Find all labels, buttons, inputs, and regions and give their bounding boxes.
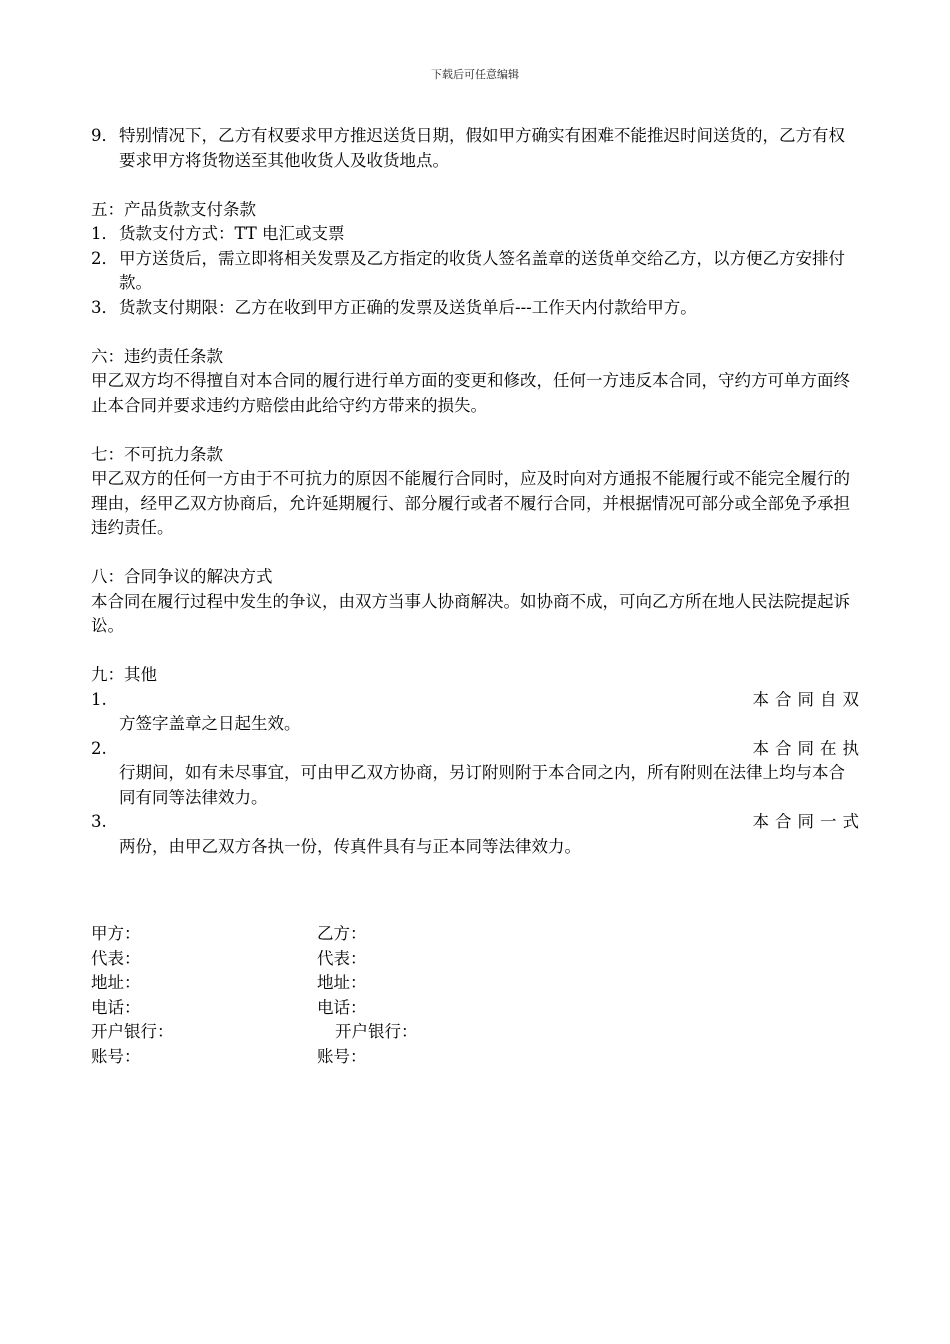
section-title-force-majeure: 七：不可抗力条款	[91, 444, 223, 464]
other-item-1	[91, 688, 865, 737]
item-text-head: 本合同在执	[752, 738, 865, 758]
clause-text: 特别情况下，乙方有权要求甲方推迟送货日期，假如甲方确实有困难不能推迟时间送货的，乙方有权要求甲方将货物送至其他收货人及收货地点。	[119, 126, 845, 170]
item-text-rest: 方签字盖章之日起生效。	[119, 714, 301, 733]
payment-item-1	[91, 222, 859, 247]
item-number: 1．	[91, 224, 118, 243]
party-a-representative: 代表：	[91, 948, 141, 968]
section-text-liability: 甲乙双方均不得擅自对本合同的履行进行单方面的变更和修改，任何一方违反本合同，守约方可单方面终止本合同并要求违约方赔偿由此给守约方带来的损失。	[91, 371, 850, 415]
clause-number: 9．	[91, 126, 118, 145]
party-a-label: 甲方：	[91, 924, 141, 943]
item-number: 2．	[91, 248, 118, 268]
item-number: 1.	[91, 689, 107, 709]
other-item-2	[91, 737, 865, 811]
item-number: 2.	[91, 738, 107, 758]
item-text-rest: 行期间，如有未尽事宜，可由甲乙双方协商，另订附则附于本合同之内，所有附则在法律上均与本合同有同等法律效力。	[119, 763, 845, 807]
page-header: 下载后可任意编辑	[431, 68, 519, 81]
other-item-3	[91, 810, 865, 859]
item-number: 3.	[91, 812, 107, 831]
item-number: 3．	[91, 297, 118, 317]
section-title-liability: 六：违约责任条款	[91, 346, 223, 366]
party-b-account: 账号：	[317, 1046, 367, 1066]
section-title-dispute: 八：合同争议的解决方式	[91, 567, 273, 586]
signature-block	[91, 922, 591, 1069]
section-text-dispute: 本合同在履行过程中发生的争议，由双方当事人协商解决。如协商不成，可向乙方所在地人民法院提起诉讼。	[91, 591, 850, 635]
item-text: 货款支付方式：TT 电汇或支票	[119, 224, 345, 243]
item-text: 货款支付期限：乙方在收到甲方正确的发票及送货单后---工作天内付款给甲方。	[119, 297, 697, 317]
contract-body	[91, 124, 865, 859]
section-text-force-majeure: 甲乙双方的任何一方由于不可抗力的原因不能履行合同时，应及时向对方通报不能履行或不能完全履行的理由，经甲乙双方协商后，允许延期履行、部分履行或者不履行合同，并根据情况可部分或全部免予承担违约责任。	[91, 469, 850, 537]
clause-item-9	[91, 124, 859, 173]
party-a-account: 账号：	[91, 1046, 141, 1066]
item-text-head: 本合同一式	[752, 812, 865, 831]
party-b-bank: 开户银行：	[335, 1022, 418, 1041]
party-b-address: 地址：	[317, 973, 367, 992]
party-a-bank: 开户银行：	[91, 1022, 174, 1041]
payment-item-3	[91, 296, 859, 321]
party-a-phone: 电话：	[91, 997, 141, 1017]
item-text-head: 本合同自双	[752, 689, 865, 709]
party-a-address: 地址：	[91, 973, 141, 992]
payment-item-2	[91, 247, 859, 296]
party-b-phone: 电话：	[317, 997, 367, 1017]
section-title-other: 九：其他	[91, 665, 157, 684]
item-text: 甲方送货后，需立即将相关发票及乙方指定的收货人签名盖章的送货单交给乙方，以方便乙方安排付款。	[119, 248, 845, 292]
party-b-label: 乙方：	[317, 924, 367, 943]
section-title-payment: 五：产品货款支付条款	[91, 199, 256, 219]
item-text-rest: 两份，由甲乙双方各执一份，传真件具有与正本同等法律效力。	[119, 836, 581, 856]
party-b-representative: 代表：	[317, 948, 367, 968]
